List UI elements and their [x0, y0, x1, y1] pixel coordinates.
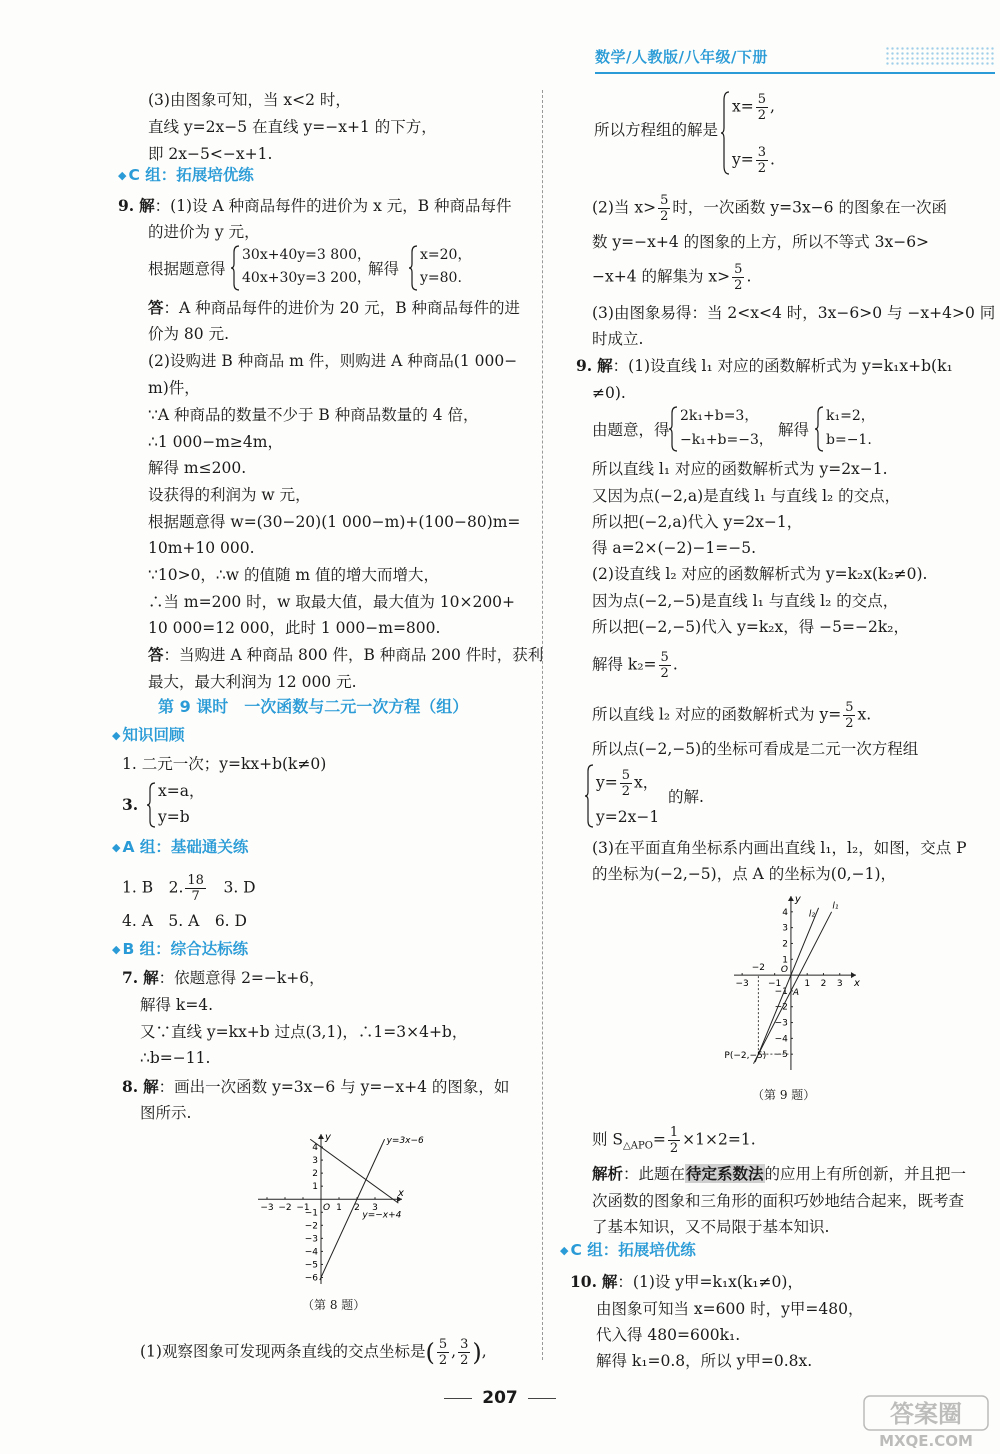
answer-label: 答	[148, 298, 164, 317]
text: 1. B 2.	[122, 878, 184, 897]
point-p-label: P(−2,−5)	[724, 1051, 767, 1062]
text-line: 解得 k₁=0.8，所以 y甲=0.8x.	[596, 1352, 813, 1370]
text-line: 代入得 480=600k₁.	[596, 1326, 741, 1344]
numerator: 5	[660, 650, 669, 665]
text-line: (2)设直线 l₂ 对应的函数解析式为 y=k₂x(k₂≠0).	[592, 565, 928, 583]
text-line	[592, 700, 871, 731]
y-tick-label: −3	[304, 1234, 318, 1245]
point-a-label: A	[792, 987, 800, 998]
text: y=	[732, 150, 754, 169]
fraction	[756, 145, 768, 176]
text-line-area	[592, 1125, 756, 1159]
text-line	[592, 193, 947, 224]
text-line: ：(1)设 A 种商品每件的进价为 x 元，B 种商品每件	[154, 197, 512, 215]
equation: y=2x−1	[596, 808, 660, 826]
y-tick-label: 4	[312, 1143, 318, 1154]
numerator: 5	[757, 92, 767, 107]
text-line: 又∵直线 y=kx+b 过点(3,1)，∴1=3×4+b，	[140, 1023, 468, 1041]
text-line: 的解.	[668, 788, 704, 806]
fraction	[659, 650, 671, 681]
text-line: 最大，最大利润为 12 000 元.	[148, 673, 357, 691]
paren-close: )	[472, 1338, 482, 1367]
text-line: ：当购进 A 种商品 800 件，B 种商品 200 件时，获利	[163, 646, 544, 664]
equation-brace	[668, 405, 678, 457]
text-line: 所以把(−2,−5)代入 y=k₂x，得 −5=−2k₂，	[592, 618, 909, 636]
line-label-l2: l₂	[808, 909, 815, 920]
solution-y: y= $\frac{3}{2}$ .	[732, 145, 775, 176]
equation: 40x+30y=3 200，	[242, 270, 371, 286]
denominator: 2	[660, 209, 669, 224]
origin-label: O	[323, 1203, 331, 1214]
text-line: ∴当 m=200 时，w 取最大值，最大值为 10×200+	[148, 593, 516, 611]
text-line: 所以直线 l₁ 对应的函数解析式为 y=2x−1.	[592, 460, 888, 478]
text: (1)观察图象可发现两条直线的交点坐标是	[140, 1342, 426, 1361]
x-tick-label: −1	[296, 1203, 310, 1214]
numerator: 5	[845, 700, 854, 715]
section-heading-a: ◆ A 组：基础通关练	[112, 835, 248, 861]
text-line: (3)由图象易得：当 2<x<4 时，3x−6>0 与 −x+4>0 同	[592, 304, 996, 322]
y-tick-label: −1	[304, 1208, 318, 1219]
solution-label: 解	[143, 1077, 159, 1096]
header-dot-pattern	[885, 46, 995, 66]
header-rule	[595, 72, 995, 74]
fraction	[756, 92, 768, 123]
text-line: 因为点(−2,−5)是直线 l₁ 与直线 l₂ 的交点，	[592, 592, 899, 610]
text-line: 1. 二元一次；y=kx+b(k≠0)	[122, 755, 327, 773]
denominator: 2	[734, 278, 743, 293]
text-line: 10m+10 000.	[148, 539, 255, 557]
subscript: △APO	[623, 1140, 653, 1152]
graph-q8	[252, 1128, 424, 1290]
figure-caption: （第 9 题）	[752, 1088, 816, 1102]
answers-line	[122, 873, 256, 904]
solution-brace	[408, 244, 418, 296]
denominator: 2	[669, 1141, 679, 1156]
x-axis-label: x	[854, 978, 860, 990]
y-tick-label: 4	[782, 907, 788, 918]
text-line: 所以把(−2,a)代入 y=2x−1，	[592, 513, 803, 531]
fraction	[437, 1337, 449, 1368]
text: ×1×2=1.	[682, 1130, 756, 1149]
x-tick-label: 1	[804, 979, 811, 990]
solution-brace	[814, 405, 824, 457]
graph-q9	[700, 890, 870, 1080]
question-number: 9.	[576, 356, 593, 375]
x-tick-label: −1	[768, 979, 782, 990]
denominator: 2	[660, 666, 669, 681]
fraction	[732, 262, 744, 293]
analysis-line	[592, 1162, 966, 1186]
y-axis-arrow	[788, 896, 794, 901]
equation: 2k₁+b=3，	[680, 408, 759, 424]
text-line: 由题意，得	[592, 421, 670, 439]
numerator: 18	[187, 873, 204, 888]
x-tick-label: −3	[735, 979, 749, 990]
equation-brace	[146, 781, 156, 833]
numerator: 5	[621, 768, 631, 783]
text-line: ∴b=−11.	[140, 1049, 211, 1067]
text: −x+4 的解集为 x>	[592, 267, 731, 286]
text-line: 即 2x−5<−x+1.	[148, 145, 273, 163]
answers-line: 4. A 5. A 6. D	[122, 912, 247, 930]
y-tick-label: −5	[774, 1050, 788, 1061]
x-tick-label: 3	[372, 1203, 378, 1214]
denominator: 2	[845, 716, 854, 731]
text-line: ∵A 种商品的数量不少于 B 种商品数量的 4 倍，	[148, 406, 479, 424]
header-title: 数学/人教版/八年级/下册	[595, 48, 768, 66]
section-heading-c: ◆ C 组：拓展培优练	[560, 1238, 696, 1264]
text-line: 解得	[368, 260, 400, 278]
section-heading-review: ◆ 知识回顾	[112, 723, 184, 749]
text-line: ：依题意得 2=−k+6，	[158, 969, 325, 987]
fraction	[620, 768, 632, 799]
denominator: 2	[438, 1353, 448, 1368]
answer-label: 答	[148, 645, 164, 664]
text-line: (3)由图象可知，当 x<2 时，	[148, 91, 351, 109]
text-line: ：画出一次函数 y=3x−6 与 y=−x+4 的图象，如	[158, 1078, 510, 1096]
solution-label: 解	[139, 196, 155, 215]
text-line: 所以方程组的解是	[594, 121, 719, 139]
equation: x=a，	[158, 782, 205, 800]
x-tick-label: −3	[260, 1203, 274, 1214]
equation	[596, 768, 658, 799]
text-line: 解得	[778, 421, 810, 439]
section-heading-c: ◆ C 组：拓展培优练	[118, 163, 254, 189]
y-tick-label: −6	[304, 1273, 318, 1284]
y-tick-label: −5	[304, 1260, 318, 1271]
text: 3. D	[207, 878, 256, 897]
text-line: 根据题意得	[148, 260, 226, 278]
answer-line	[148, 643, 543, 667]
question-number: 10.	[570, 1272, 597, 1291]
text: =	[652, 1130, 666, 1149]
line-label-l1: l₁	[832, 901, 839, 912]
numerator: 1	[669, 1125, 679, 1140]
question-number: 8.	[122, 1077, 139, 1096]
text-line: 根据题意得 w=(30−20)(1 000−m)+(100−80)m=	[148, 513, 521, 531]
text-line: ∵10>0，∴w 的值随 m 值的增大而增大，	[148, 566, 440, 584]
y-tick-label: 3	[782, 923, 788, 934]
page-number-dash	[444, 1398, 472, 1399]
x-tick-label: −2	[278, 1203, 292, 1214]
text-line-intersection: (1)观察图象可发现两条直线的交点坐标是( $\frac{5}{2}$ , $\frac{3}{2}$ ),	[140, 1337, 487, 1368]
lesson-title: 第 9 课时 一次函数与二元一次方程（组）	[158, 697, 469, 716]
y-tick-label: 3	[312, 1156, 318, 1167]
text: 所以直线 l₂ 对应的函数解析式为 y=	[592, 705, 842, 724]
text-line: 直线 y=2x−5 在直线 y=−x+1 的下方，	[148, 118, 437, 136]
question-number: 9.	[118, 196, 135, 215]
denominator: 7	[191, 889, 200, 904]
y-axis-label: y	[325, 1132, 331, 1143]
solution: b=−1.	[826, 432, 872, 448]
text-line: 时成立.	[592, 330, 644, 348]
text-line: ≠0).	[592, 384, 626, 402]
y-tick-label: 2	[312, 1169, 318, 1180]
x-tick-label: 2	[354, 1203, 360, 1214]
solution-label: 解	[143, 968, 159, 987]
question-8-line	[122, 1075, 509, 1099]
text-line: 由图象可知当 x=600 时，y甲=480，	[596, 1300, 864, 1318]
text: x，	[634, 773, 659, 792]
text: 时，一次函数 y=3x−6 的图象在一次函	[672, 198, 947, 217]
page-number-dash	[528, 1398, 556, 1399]
fraction	[668, 1125, 680, 1156]
text-line: (2)设购进 B 种商品 m 件，则购进 A 种商品(1 000−	[148, 352, 518, 370]
y-tick-label: 1	[782, 955, 788, 966]
text: 则 S	[592, 1130, 624, 1149]
text-line: 数 y=−x+4 的图象的上方，所以不等式 3x−6>	[592, 233, 930, 251]
line-label: y=3x−6	[386, 1136, 424, 1147]
question-10-line	[570, 1270, 803, 1294]
equation: y=b	[158, 808, 190, 826]
denominator: 2	[757, 161, 767, 176]
text: 解得 k₂=	[592, 655, 657, 674]
fraction	[185, 873, 206, 904]
solution-label: 解	[597, 356, 613, 375]
watermark-text: 答案圈	[890, 1400, 962, 1428]
question-9-line	[576, 354, 953, 378]
denominator: 2	[757, 108, 767, 123]
y-tick-label: −4	[774, 1034, 788, 1045]
y-tick-label: −2	[304, 1221, 318, 1232]
text-line: 所以点(−2,−5)的坐标可看成是二元一次方程组	[592, 740, 919, 758]
text-line: 解得 m≤200.	[148, 459, 247, 477]
text: x.	[857, 705, 872, 724]
text: ：此题在	[623, 1165, 686, 1183]
question-number: 3.	[122, 795, 139, 814]
text-line: 设获得的利润为 w 元，	[148, 486, 311, 504]
equation-brace	[230, 244, 240, 296]
equation: 30x+40y=3 800，	[242, 247, 371, 263]
y-tick-label: 2	[782, 939, 788, 950]
y-tick-label: 1	[312, 1182, 318, 1193]
y-axis-arrow	[318, 1134, 324, 1139]
question-9-line	[118, 194, 512, 218]
origin-label: O	[780, 965, 789, 976]
text-line: 解得 k₂= $\frac{5}{2}$ .	[592, 650, 678, 681]
fraction	[658, 193, 670, 224]
text-line: ：A 种商品每件的进价为 20 元，B 种商品每件的进	[163, 299, 521, 317]
x-tick-label: −2	[751, 963, 766, 974]
text-line: 的进价为 y 元，	[148, 223, 260, 241]
line-y-neg-x-plus-4	[310, 1139, 398, 1203]
solution: y=80.	[420, 270, 462, 286]
solution: k₁=2，	[826, 408, 875, 424]
text-line: 解得 k=4.	[140, 996, 214, 1014]
denominator: 2	[460, 1353, 469, 1368]
numerator: 5	[438, 1337, 448, 1352]
solution-brace	[720, 90, 730, 180]
text-line: 了基本知识，又不局限于基本知识.	[592, 1218, 830, 1236]
section-heading-b: ◆ B 组：综合达标练	[112, 937, 248, 963]
text-line: ：(1)设 y甲=k₁x(k₁≠0)，	[617, 1273, 803, 1291]
analysis-label: 解析	[592, 1164, 624, 1183]
column-divider	[542, 90, 543, 1360]
question-number: 7.	[122, 968, 139, 987]
text-line: 图所示.	[140, 1104, 192, 1122]
watermark-logo	[862, 1392, 992, 1450]
text-line: ：(1)设直线 l₁ 对应的函数解析式为 y=k₁x+b(k₁	[612, 357, 953, 375]
text-line: 10 000=12 000，此时 1 000−m=800.	[148, 619, 441, 637]
text-line: 的坐标为(−2,−5)，点 A 的坐标为(0,−1)，	[592, 865, 896, 883]
text-line: 价为 80 元.	[148, 325, 230, 343]
equation: −k₁+b=−3，	[680, 432, 773, 448]
numerator: 5	[660, 193, 669, 208]
text: x=	[732, 97, 754, 116]
fraction	[843, 700, 855, 731]
y-tick-label: −1	[774, 986, 788, 997]
text-line: 次函数的图象和三角形的面积巧妙地结合起来，既考查	[592, 1192, 965, 1210]
x-tick-label: 3	[836, 979, 843, 990]
text-line: ∴1 000−m≥4m，	[148, 433, 283, 451]
denominator: 2	[621, 784, 631, 799]
numerator: 3	[757, 145, 767, 160]
text-line: (3)在平面直角坐标系内画出直线 l₁，l₂，如图，交点 P	[592, 839, 967, 857]
y-tick-label: −2	[774, 1002, 788, 1013]
fraction	[458, 1337, 470, 1368]
x-axis-label: x	[398, 1188, 404, 1200]
equation-brace	[584, 763, 594, 833]
page-number: 207	[482, 1388, 518, 1408]
solution-x: x= $\frac{5}{2}$ ,	[732, 92, 775, 123]
highlighted-term: 待定系数法	[686, 1164, 764, 1183]
x-tick-label: 2	[820, 979, 827, 990]
text-line: −x+4 的解集为 x> $\frac{5}{2}$ .	[592, 262, 752, 293]
numerator: 5	[734, 262, 743, 277]
watermark-url: MXQE.COM	[879, 1432, 973, 1450]
text-line: 得 a=2×(−2)−1=−5.	[592, 539, 757, 557]
text-line: 又因为点(−2,a)是直线 l₁ 与直线 l₂ 的交点，	[592, 487, 901, 505]
y-axis-label: y	[794, 894, 801, 905]
text: (2)当 x>	[592, 198, 657, 217]
solution: x=20，	[420, 247, 472, 263]
y-tick-label: −3	[774, 1018, 788, 1029]
numerator: 3	[460, 1337, 469, 1352]
solution-label: 解	[601, 1272, 618, 1291]
question-7-line	[122, 966, 325, 990]
paren-open: (	[425, 1338, 435, 1367]
x-tick-label: 1	[336, 1203, 342, 1214]
text: y=	[596, 773, 618, 792]
y-tick-label: −4	[304, 1247, 318, 1258]
line-label: y=−x+4	[362, 1210, 402, 1221]
answer-line	[148, 296, 520, 320]
text: 的应用上有所创新，并且把一	[764, 1165, 967, 1183]
text-line: m)件，	[148, 379, 200, 397]
figure-caption: （第 8 题）	[302, 1298, 366, 1312]
page-header	[595, 40, 995, 74]
